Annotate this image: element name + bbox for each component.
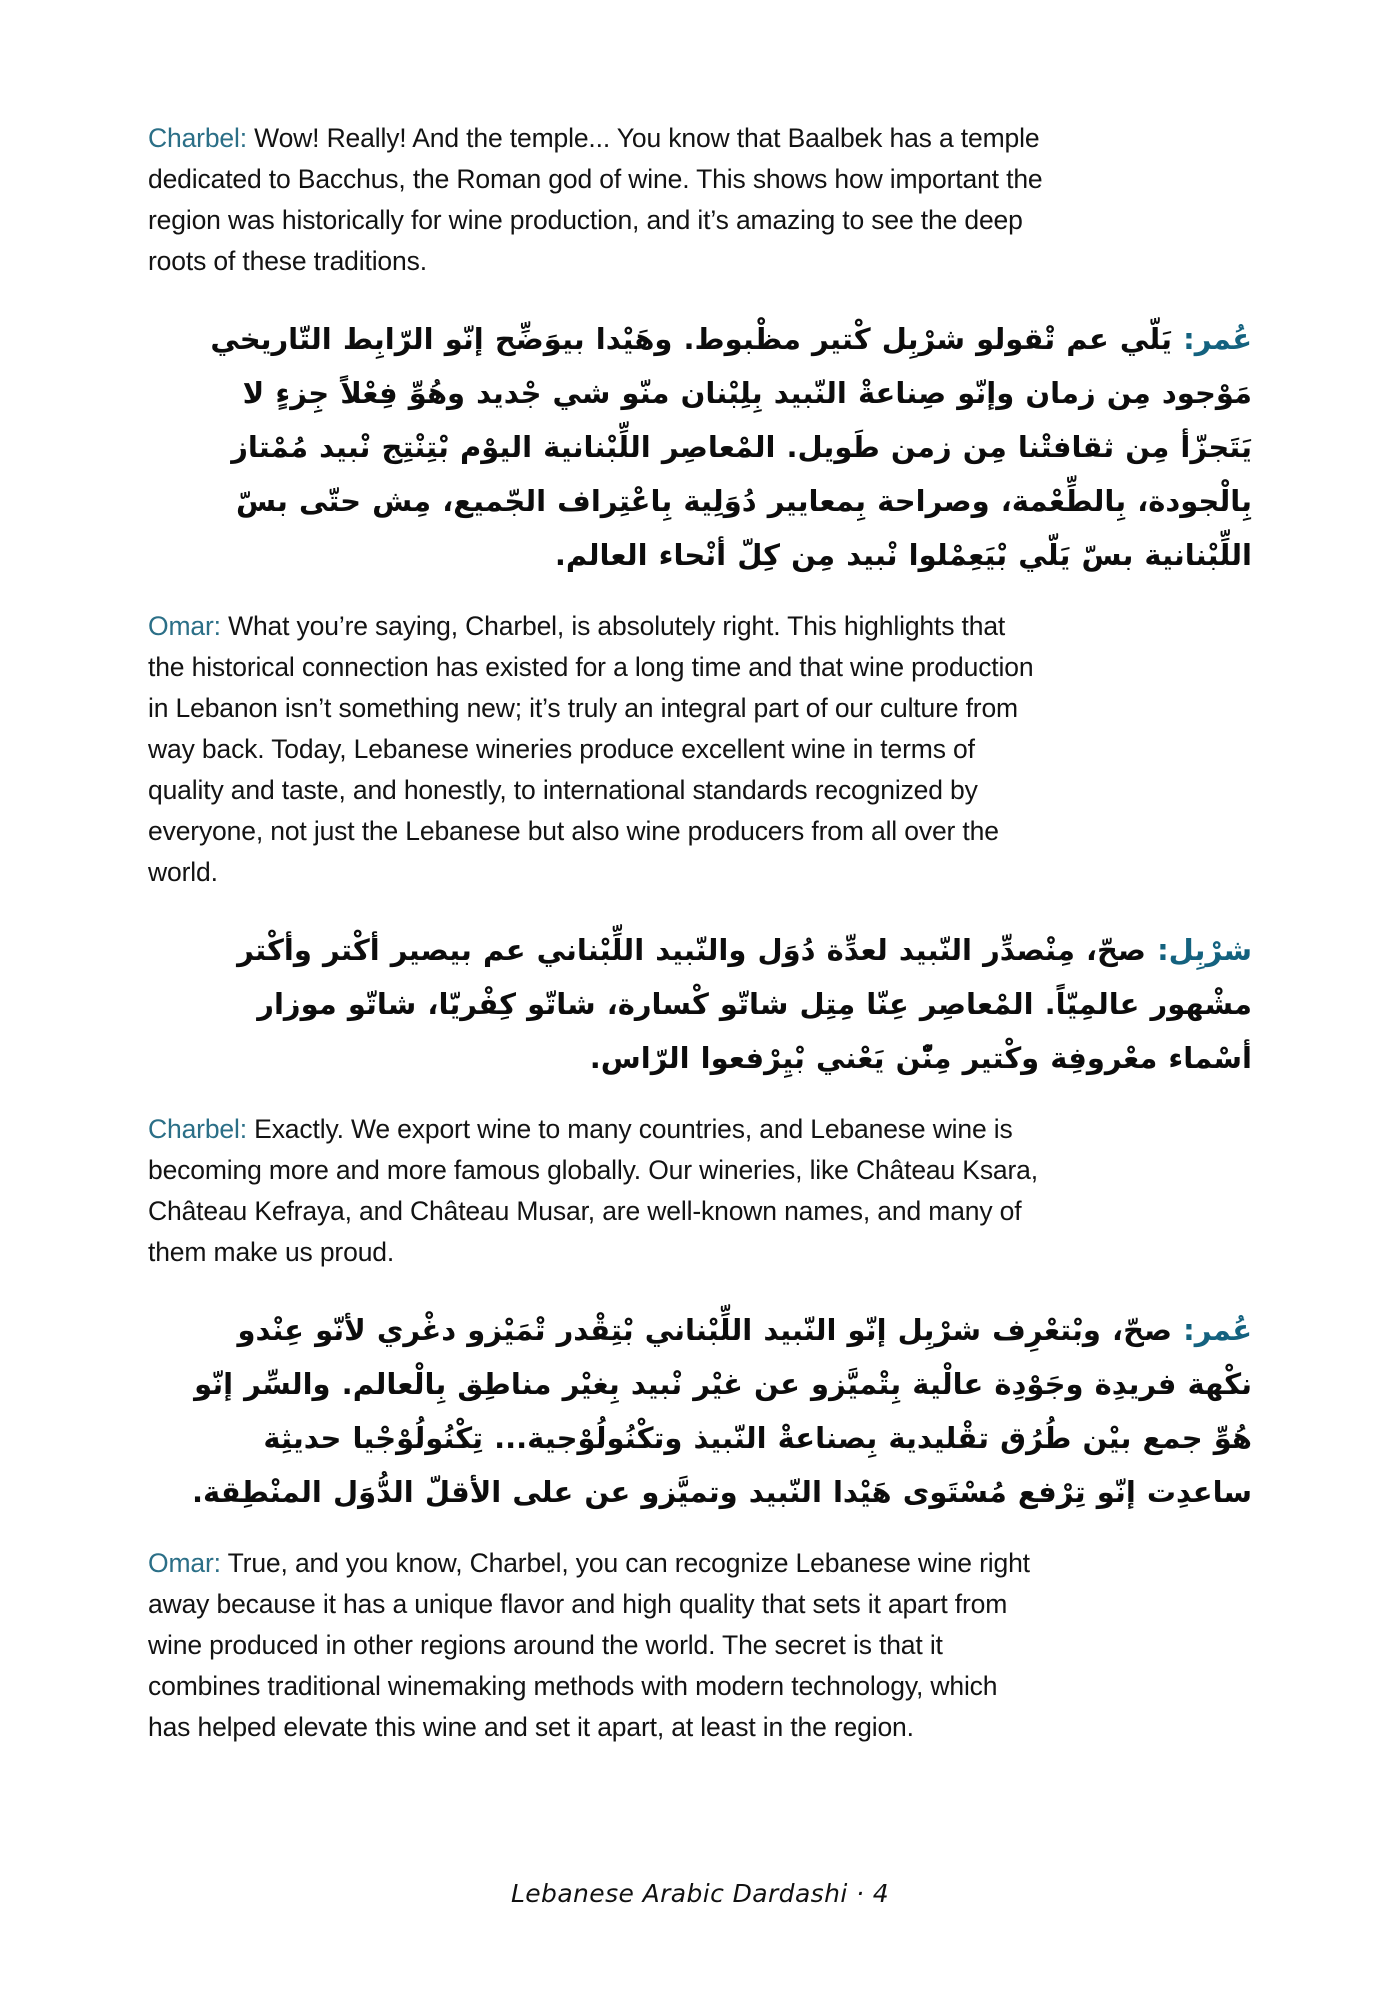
speaker-label-omar: Omar: xyxy=(148,611,221,641)
dialogue-turn-arabic xyxy=(148,923,1252,1085)
dialogue-text-arabic: يلي عم تقولو شربل كتير مظبوط. وهيدا بيوضح إنو الرابط التاريخي موجود من زمان وإنو صناعة النبيد بلبنان منو شي جديد وهو فعلا جزء لا يتجزأ من ثقافتنا من زمن طويل. المعاصر اللبنانية اليوم بتنتج نبيد ممتاز بالجودة، بالطعمة، وصراحة بمعايير دولية باعتراف الجميع، مش حتى بس اللبنانية بس يلي بيعملوا نبيد من كل أنحاء العالم. xyxy=(210,322,1252,572)
page-footer: Lebanese Arabic Dardashi · 4 xyxy=(510,1879,890,1908)
dialogue-text-arabic: صح، وبتعرف شربل إنو النبيد اللبناني بتقدر تميزو دغري لأنو عندو نكهة فريدة وجودة عالية بتميزو عن غير نبيد بغير مناطق بالعالم. والسر إنو هو جمع بين طرق تقليدية بصناعة النبيذ وتكنولوجية... تكنولوجيا حديثة ساعدت إنو ترفع مستوى هيدا النبيد وتميزو عن على الأقل الدول المنطقة. xyxy=(192,1313,1252,1509)
speaker-label-omar-arabic: عمر: xyxy=(1183,322,1252,356)
dialogue-text: Exactly. We export wine to many countries, and Lebanese wine is becoming more and more famous globally. Our wineries, like Château Ksara, Château Kefraya, and Château Musar, are well-known names, and many of them make us proud. xyxy=(148,1114,1038,1267)
dialogue-text-arabic: صح، منصدر النبيد لعدة دول والنبيد اللبناني عم بيصير أكتر وأكتر مشهور عالميا. المعاصر عنا متل شاتو كسارة، شاتو كفريا، شاتو موزار أسماء معروفة وكتير منن يعني بيرفعوا الراس. xyxy=(237,933,1252,1075)
speaker-label-charbel: Charbel: xyxy=(148,123,247,153)
speaker-label-charbel-arabic: شربل: xyxy=(1157,933,1252,967)
dialogue-text: True, and you know, Charbel, you can recognize Lebanese wine right away because it has a unique flavor and high quality that sets it apart from wine produced in other regions around the world. The secret is that it combines traditional winemaking methods with modern technology, which has helped elevate this wine and set it apart, at least in the region. xyxy=(148,1548,1030,1742)
dialogue-turn-english xyxy=(148,118,1043,282)
dialogue-turn-english xyxy=(148,1109,1043,1273)
dialogue-turn-english xyxy=(148,606,1043,893)
dialogue-turn-english xyxy=(148,1543,1043,1748)
dialogue-turn-arabic xyxy=(148,1303,1252,1519)
speaker-label-omar-arabic: عمر: xyxy=(1183,1313,1252,1347)
speaker-label-omar: Omar: xyxy=(148,1548,221,1578)
dialogue-text: Wow! Really! And the temple... You know that Baalbek has a temple dedicated to Bacchus, the Roman god of wine. This shows how important the region was historically for wine production, and it’s amazing to see the deep roots of these traditions. xyxy=(148,123,1043,276)
speaker-label-charbel: Charbel: xyxy=(148,1114,247,1144)
dialogue-turn-arabic xyxy=(148,312,1252,582)
dialogue-text: What you’re saying, Charbel, is absolutely right. This highlights that the historical connection has existed for a long time and that wine production in Lebanon isn’t something new; it’s truly an integral part of our culture from way back. Today, Lebanese wineries produce excellent wine in terms of quality and taste, and honestly, to international standards recognized by everyone, not just the Lebanese but also wine producers from all over the world. xyxy=(148,611,1034,887)
